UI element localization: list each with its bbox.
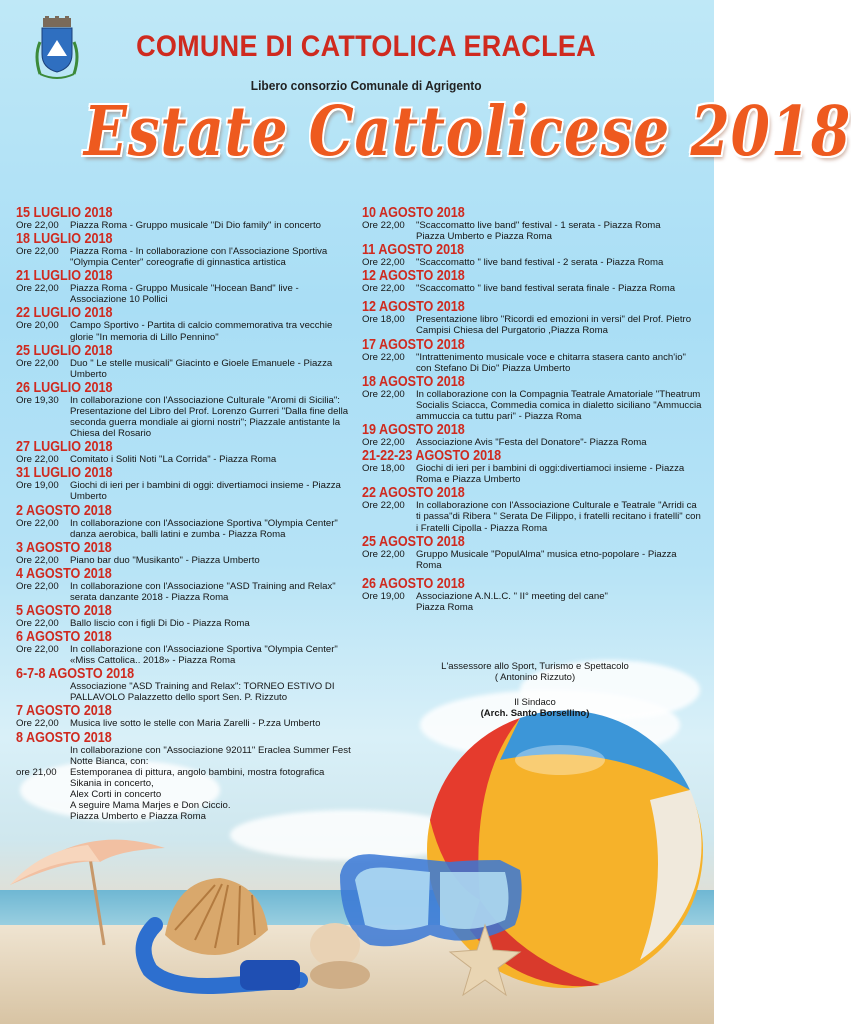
event-row — [362, 437, 702, 448]
event-date: 7 AGOSTO 2018 — [16, 703, 112, 720]
event-date: 12 AGOSTO 2018 — [362, 299, 465, 316]
event-row — [16, 283, 356, 305]
event-time: ore 21,00 — [16, 766, 57, 778]
event-description: In collaborazione con l'Associazione Culturale e Teatrale "Arridi ca ti passa"di Ribera " Serata De Filippo, i fratelli recitano i fratelli" con i Fratelli Cipolla - Piazza Roma — [416, 500, 701, 534]
event-date: 8 AGOSTO 2018 — [16, 729, 112, 746]
assessor-role: L'assessore allo Sport, Turismo e Spettacolo — [441, 661, 629, 672]
event-entry — [16, 604, 356, 629]
event-row — [16, 618, 356, 629]
event-entry — [362, 486, 702, 533]
event-row — [16, 555, 356, 566]
event-entry — [16, 541, 356, 566]
event-date: 18 AGOSTO 2018 — [362, 373, 465, 390]
event-entry — [16, 306, 356, 342]
event-row — [16, 320, 356, 342]
event-entry — [16, 466, 356, 502]
event-entry — [16, 344, 356, 380]
event-entry — [16, 440, 356, 465]
event-row — [16, 358, 356, 380]
event-date: 5 AGOSTO 2018 — [16, 602, 112, 619]
event-time: Ore 19,00 — [16, 480, 59, 492]
event-description: Piazza Roma - Gruppo Musicale "Hocean Band" live - Associazione 10 Pollici — [70, 283, 299, 306]
event-entry — [362, 206, 702, 242]
event-date: 10 AGOSTO 2018 — [362, 205, 465, 221]
event-time: Ore 22,00 — [16, 357, 59, 369]
event-date: 31 LUGLIO 2018 — [16, 465, 113, 482]
event-entry — [16, 381, 356, 439]
event-entry — [362, 423, 702, 448]
event-time: Ore 19,30 — [16, 394, 59, 406]
event-description: "Scaccomatto live band" festival - 1 serata - Piazza Roma Piazza Umberto e Piazza Roma — [416, 220, 661, 243]
event-entry — [362, 294, 702, 336]
mayor-name: (Arch. Santo Borsellino) — [480, 708, 590, 719]
event-description: Piazza Roma - In collaborazione con l'Associazione Sportiva "Olympia Center" coreografie di ginnastica artistica — [70, 246, 328, 269]
event-row — [362, 463, 702, 485]
event-banner-title: Estate Cattolicese 2018 — [83, 92, 851, 172]
event-row — [362, 389, 702, 422]
assessor-signature — [420, 661, 650, 683]
event-date: 12 AGOSTO 2018 — [362, 268, 465, 285]
event-description: Associazione A.N.L.C. " II° meeting del cane" Piazza Roma — [416, 590, 608, 613]
event-description: "Scaccomatto " live band festival serata finale - Piazza Roma — [416, 283, 676, 295]
beach-ball-icon — [427, 710, 703, 988]
event-description: In collaborazione con l'Associazione Sportiva "Olympia Center" «Miss Cattolica.. 2018» - Piazza Roma — [70, 644, 338, 667]
event-entry — [362, 338, 702, 374]
event-date: 22 LUGLIO 2018 — [16, 305, 113, 322]
event-time: Ore 22,00 — [362, 437, 405, 449]
event-entry — [16, 731, 356, 823]
events-column-right — [362, 205, 702, 613]
event-row — [16, 395, 356, 439]
event-row — [16, 581, 356, 603]
event-entry — [362, 375, 702, 422]
seashell-icon — [165, 878, 268, 955]
event-date: 27 LUGLIO 2018 — [16, 439, 113, 456]
event-date: 22 AGOSTO 2018 — [362, 485, 465, 502]
event-time: Ore 22,00 — [16, 644, 59, 656]
event-description: In collaborazione con l'Associazione "ASD Training and Relax" serata danzante 2018 - Piazza Roma — [70, 580, 336, 603]
event-time: Ore 22,00 — [362, 548, 405, 560]
event-date: 6-7-8 AGOSTO 2018 — [16, 666, 135, 683]
event-row — [16, 767, 356, 822]
event-description: "Intrattenimento musicale voce e chitarra stasera canto anch'io" con Stefano Di Dio" Piazza Umberto — [416, 351, 686, 374]
event-date: 4 AGOSTO 2018 — [16, 565, 112, 582]
consortium-subtitle: Libero consorzio Comunale di Agrigento — [250, 78, 482, 93]
event-description: In collaborazione con "Associazione 92011" Eraclea Summer Fest Notte Bianca, con: — [70, 744, 351, 767]
event-description: "Scaccomatto " live band festival - 2 serata - Piazza Roma — [416, 257, 664, 269]
event-entry — [362, 269, 702, 294]
event-entry — [16, 630, 356, 666]
event-date: 6 AGOSTO 2018 — [16, 629, 112, 646]
event-date: 25 AGOSTO 2018 — [362, 533, 465, 550]
event-description: Ballo liscio con i figli Di Dio - Piazza Roma — [70, 617, 250, 629]
event-row — [16, 454, 356, 465]
event-row — [16, 480, 356, 502]
event-entry — [16, 232, 356, 268]
event-date: 15 LUGLIO 2018 — [16, 205, 113, 221]
event-entry — [362, 243, 702, 268]
event-row — [362, 220, 702, 242]
event-entry — [16, 269, 356, 305]
event-description: Presentazione libro "Ricordi ed emozioni in versi" del Prof. Pietro Campisi Chiesa del Purgatorio ,Piazza Roma — [416, 314, 692, 337]
diving-mask-icon — [340, 854, 522, 946]
event-time: Ore 18,00 — [362, 314, 405, 326]
event-time: Ore 22,00 — [16, 517, 59, 529]
event-row — [362, 591, 702, 613]
event-time: Ore 22,00 — [16, 283, 59, 295]
event-row — [16, 745, 356, 767]
event-row — [16, 518, 356, 540]
event-description: In collaborazione con l'Associazione Culturale "Aromi di Sicilia": Presentazione del Libro del Prof. Lorenzo Gurreri "Dalla fine della seconda guerra mondiale ai giorni nostri"; Piazzale antistante la Chiesa del Rosario — [70, 394, 349, 440]
event-entry — [16, 504, 356, 540]
event-time: Ore 22,00 — [16, 246, 59, 258]
event-date: 26 AGOSTO 2018 — [362, 575, 465, 592]
event-description: Piazza Roma - Gruppo musicale "Di Dio family" in concerto — [70, 220, 322, 231]
event-time: Ore 22,00 — [362, 257, 405, 269]
event-time: Ore 22,00 — [16, 454, 59, 466]
event-description: Duo " Le stelle musicali" Giacinto e Gioele Emanuele - Piazza Umberto — [70, 357, 333, 380]
event-description: Associazione Avis "Festa del Donatore"- Piazza Roma — [416, 437, 647, 449]
event-time: Ore 22,00 — [16, 580, 59, 592]
mayor-signature — [420, 697, 650, 719]
event-date: 2 AGOSTO 2018 — [16, 502, 112, 519]
event-date: 25 LUGLIO 2018 — [16, 342, 113, 359]
event-entry — [16, 704, 356, 729]
event-date: 18 LUGLIO 2018 — [16, 231, 113, 248]
event-time: Ore 22,00 — [362, 351, 405, 363]
event-row — [16, 681, 356, 703]
event-row — [16, 644, 356, 666]
event-row — [16, 246, 356, 268]
event-row — [362, 257, 702, 268]
event-row — [362, 352, 702, 374]
event-entry — [362, 571, 702, 613]
event-row — [362, 549, 702, 571]
event-date: 11 AGOSTO 2018 — [362, 242, 465, 259]
event-description: Giochi di ieri per i bambini di oggi:divertiamoci insieme - Piazza Roma e Piazza Umberto — [416, 463, 685, 486]
event-entry — [16, 206, 356, 231]
event-description: Giochi di ieri per i bambini di oggi: divertiamoci insieme - Piazza Umberto — [70, 480, 341, 503]
event-description: In collaborazione con la Compagnia Teatrale Amatoriale "Theatrum Socialis Sciacca, Commedia comica in dialetto siciliano "Ammuccia ammuccia ca tuttu pari" - Piazza Roma — [416, 388, 702, 422]
event-description: Piano bar duo "Musikanto" - Piazza Umberto — [70, 554, 260, 566]
event-time: Ore 22,00 — [362, 220, 405, 231]
event-time: Ore 22,00 — [362, 283, 405, 295]
event-entry — [16, 567, 356, 603]
event-time — [16, 745, 70, 767]
event-description: Estemporanea di pittura, angolo bambini, mostra fotografica Sikania in concerto, Alex Corti in concerto A seguire Mama Marjes e Don Ciccio. Piazza Umberto e Piazza Roma — [70, 766, 325, 823]
event-time: Ore 22,00 — [362, 388, 405, 400]
event-row — [16, 718, 356, 729]
assessor-name: ( Antonino Rizzuto) — [494, 672, 576, 683]
event-date: 21 LUGLIO 2018 — [16, 268, 113, 285]
event-description: Campo Sportivo - Partita di calcio commemorativa tra vecchie glorie "In memoria di Lillo Pennino" — [70, 320, 333, 343]
event-row — [362, 283, 702, 294]
event-entry — [16, 667, 356, 703]
event-time: Ore 22,00 — [16, 220, 59, 231]
event-time: Ore 22,00 — [16, 554, 59, 566]
event-description: Associazione "ASD Training and Relax": TORNEO ESTIVO DI PALLAVOLO Palazzetto dello sport Sen. P. Rizzuto — [70, 681, 335, 704]
event-date: 26 LUGLIO 2018 — [16, 379, 113, 396]
event-date: 19 AGOSTO 2018 — [362, 422, 465, 439]
mayor-role: Il Sindaco — [514, 697, 556, 708]
event-entry — [362, 449, 702, 485]
event-time: Ore 22,00 — [16, 718, 59, 730]
event-description: In collaborazione con l'Associazione Sportiva "Olympia Center" danza aerobica, balli latini e zumba - Piazza Roma — [70, 517, 338, 540]
event-description: Musica live sotto le stelle con Maria Zarelli - P.zza Umberto — [70, 718, 321, 730]
event-row — [16, 220, 356, 231]
event-row — [362, 500, 702, 533]
events-column-left — [16, 205, 356, 822]
event-time — [16, 681, 70, 703]
event-entry — [362, 535, 702, 571]
municipality-title: COMUNE DI CATTOLICA ERACLEA — [136, 30, 596, 63]
event-date: 17 AGOSTO 2018 — [362, 336, 465, 353]
event-time: Ore 22,00 — [16, 617, 59, 629]
event-time: Ore 20,00 — [16, 320, 59, 332]
event-date: 21-22-23 AGOSTO 2018 — [362, 448, 502, 465]
event-time: Ore 19,00 — [362, 590, 405, 602]
event-time: Ore 22,00 — [362, 500, 405, 512]
event-time: Ore 18,00 — [362, 463, 405, 475]
event-description: Comitato i Soliti Noti "La Corrida" - Piazza Roma — [70, 454, 277, 466]
event-date: 3 AGOSTO 2018 — [16, 539, 112, 556]
event-row — [362, 314, 702, 336]
event-description: Gruppo Musicale "PopulAlma" musica etno-popolare - Piazza Roma — [416, 548, 677, 571]
